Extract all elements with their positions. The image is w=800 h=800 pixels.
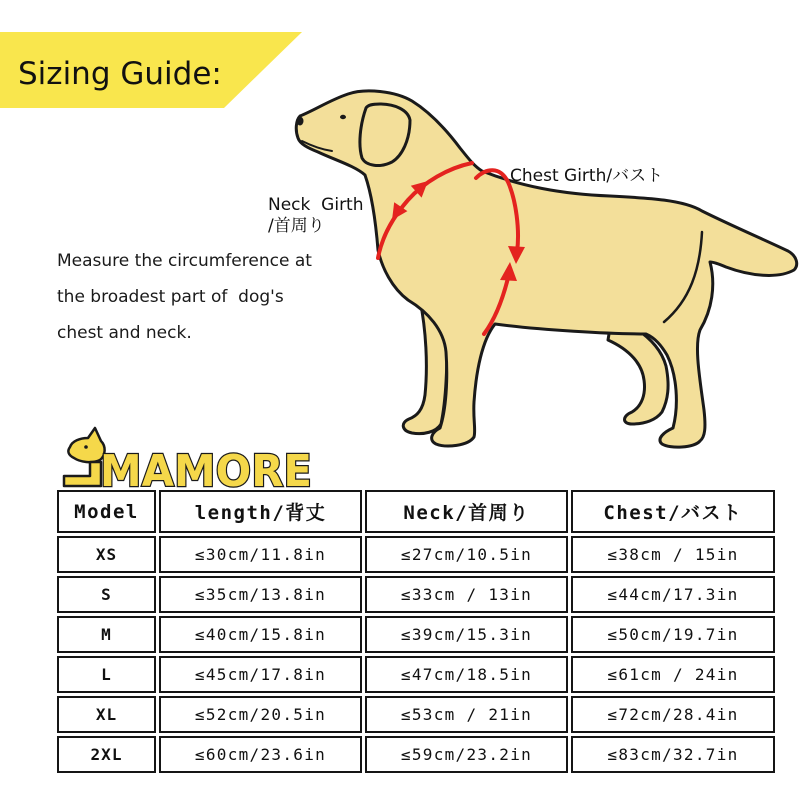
dog-eye [340, 115, 346, 119]
cell-neck: ≤59cm/23.2in [365, 736, 568, 773]
size-table [54, 487, 778, 776]
cell-length: ≤40cm/15.8in [159, 616, 362, 653]
dog-illustration [296, 91, 796, 447]
cell-length: ≤45cm/17.8in [159, 656, 362, 693]
cell-neck: ≤53cm / 21in [365, 696, 568, 733]
neck-girth-label-line1: Neck Girth [268, 195, 364, 215]
cell-neck: ≤33cm / 13in [365, 576, 568, 613]
cell-chest: ≤38cm / 15in [571, 536, 775, 573]
dog-logo-icon [64, 428, 105, 486]
chest-girth-label: Chest Girth/バスト [510, 166, 664, 186]
cell-chest: ≤61cm / 24in [571, 656, 775, 693]
cell-model: XL [57, 696, 156, 733]
brand-wordmark: MAMORE [100, 446, 312, 497]
table-row [57, 696, 775, 733]
cell-model: XS [57, 536, 156, 573]
cell-chest: ≤83cm/32.7in [571, 736, 775, 773]
table-row [57, 736, 775, 773]
table-row [57, 536, 775, 573]
header-chest: Chest/バスト [571, 490, 775, 533]
header-neck: Neck/首周り [365, 490, 568, 533]
instruction-line-3: chest and neck. [57, 323, 192, 343]
table-row [57, 616, 775, 653]
table-row [57, 576, 775, 613]
dog-logo-body [64, 462, 101, 486]
banner-title: Sizing Guide: [18, 56, 222, 92]
cell-model: 2XL [57, 736, 156, 773]
header-length: length/背丈 [159, 490, 362, 533]
cell-chest: ≤44cm/17.3in [571, 576, 775, 613]
cell-model: S [57, 576, 156, 613]
table-header-row [57, 490, 775, 533]
neck-girth-label-line2: /首周り [268, 216, 325, 236]
cell-neck: ≤39cm/15.3in [365, 616, 568, 653]
cell-neck: ≤27cm/10.5in [365, 536, 568, 573]
dog-logo-eye [84, 445, 88, 449]
cell-neck: ≤47cm/18.5in [365, 656, 568, 693]
cell-model: L [57, 656, 156, 693]
cell-length: ≤30cm/11.8in [159, 536, 362, 573]
cell-model: M [57, 616, 156, 653]
header-model: Model [57, 490, 156, 533]
cell-length: ≤35cm/13.8in [159, 576, 362, 613]
instruction-line-2: the broadest part of dog's [57, 287, 284, 307]
dog-nose [297, 117, 304, 126]
cell-length: ≤52cm/20.5in [159, 696, 362, 733]
instruction-line-1: Measure the circumference at [57, 251, 312, 271]
table-row [57, 656, 775, 693]
cell-chest: ≤72cm/28.4in [571, 696, 775, 733]
cell-length: ≤60cm/23.6in [159, 736, 362, 773]
cell-chest: ≤50cm/19.7in [571, 616, 775, 653]
